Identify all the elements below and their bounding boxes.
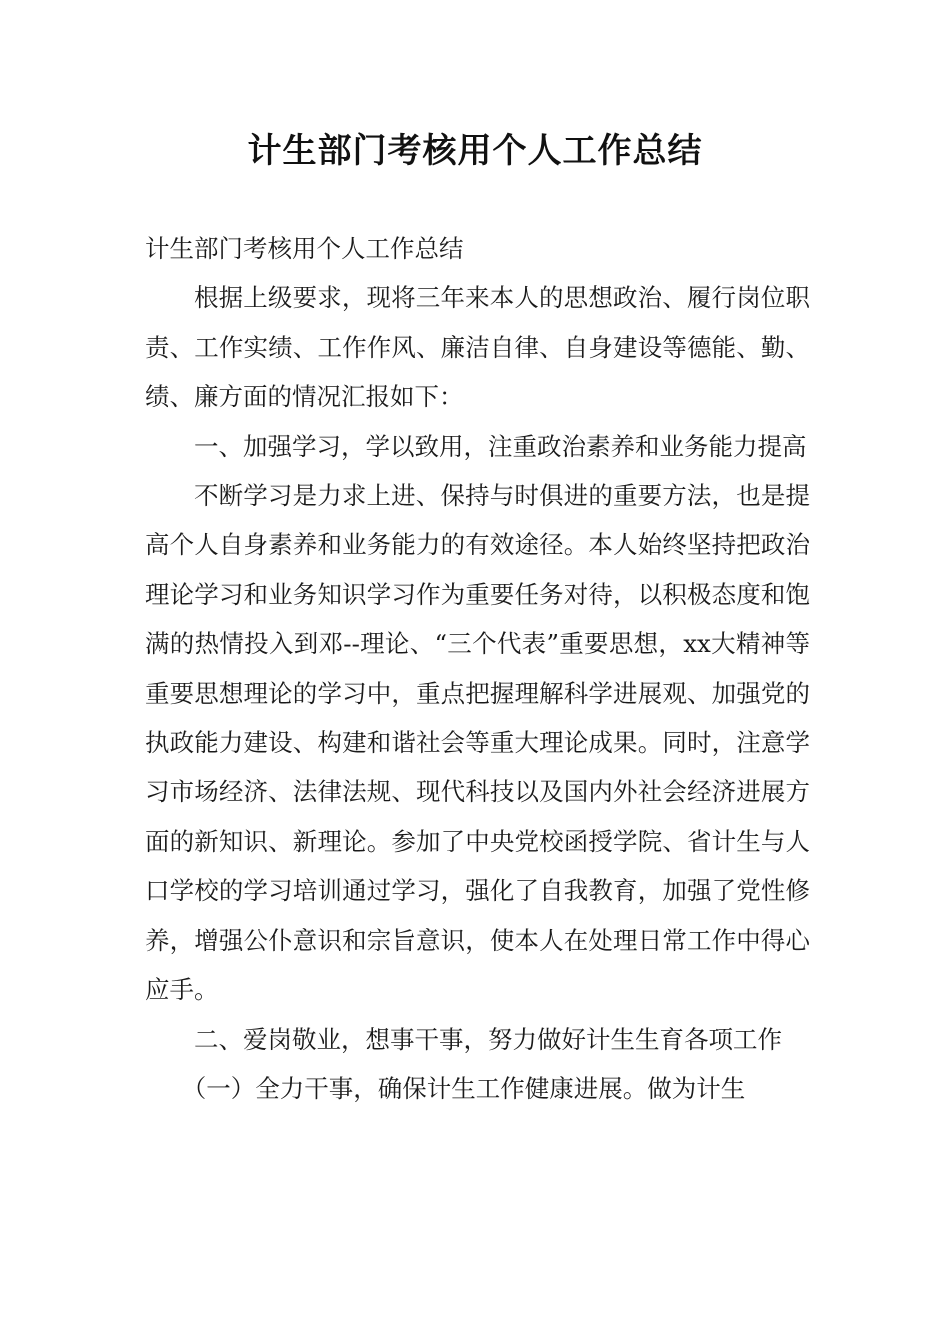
paragraph-heading-1: 一、加强学习，学以致用，注重政治素养和业务能力提高 (194, 431, 807, 461)
document-body (145, 224, 810, 1113)
paragraph-intro: 根据上级要求，现将三年来本人的思想政治、履行岗位职责、工作实绩、工作作风、廉洁自律、自身建设等德能、勤、绩、廉方面的情况汇报如下： (145, 283, 810, 412)
paragraph-subtitle: 计生部门考核用个人工作总结 (145, 234, 464, 263)
paragraph-heading-2: 二、爱岗敬业，想事干事，努力做好计生生育各项工作 (194, 1024, 782, 1054)
document-title: 计生部门考核用个人工作总结 (247, 131, 703, 171)
paragraph-study: 不断学习是力求上进、保持与时俱进的重要方法，也是提高个人自身素养和业务能力的有效途径。本人始终坚持把政治理论学习和业务知识学习作为重要任务对待，以积极态度和饱满的热情投入到邓--理论、“三个代表”重要思想，xx大精神等重要思想理论的学习中，重点把握理解科学进展观、加强党的执政能力建设、构建和谐社会等重大理论成果。同时，注意学习市场经济、法律法规、现代科技以及国内外社会经济进展方面的新知识、新理论。参加了中央党校函授学院、省计生与人口学校的学习培训通过学习，强化了自我教育，加强了党性修养，增强公仆意识和宗旨意识，使本人在处理日常工作中得心应手。 (145, 481, 810, 1005)
paragraph-subheading-1: （一）全力干事，确保计生工作健康进展。做为计生 (181, 1073, 746, 1103)
